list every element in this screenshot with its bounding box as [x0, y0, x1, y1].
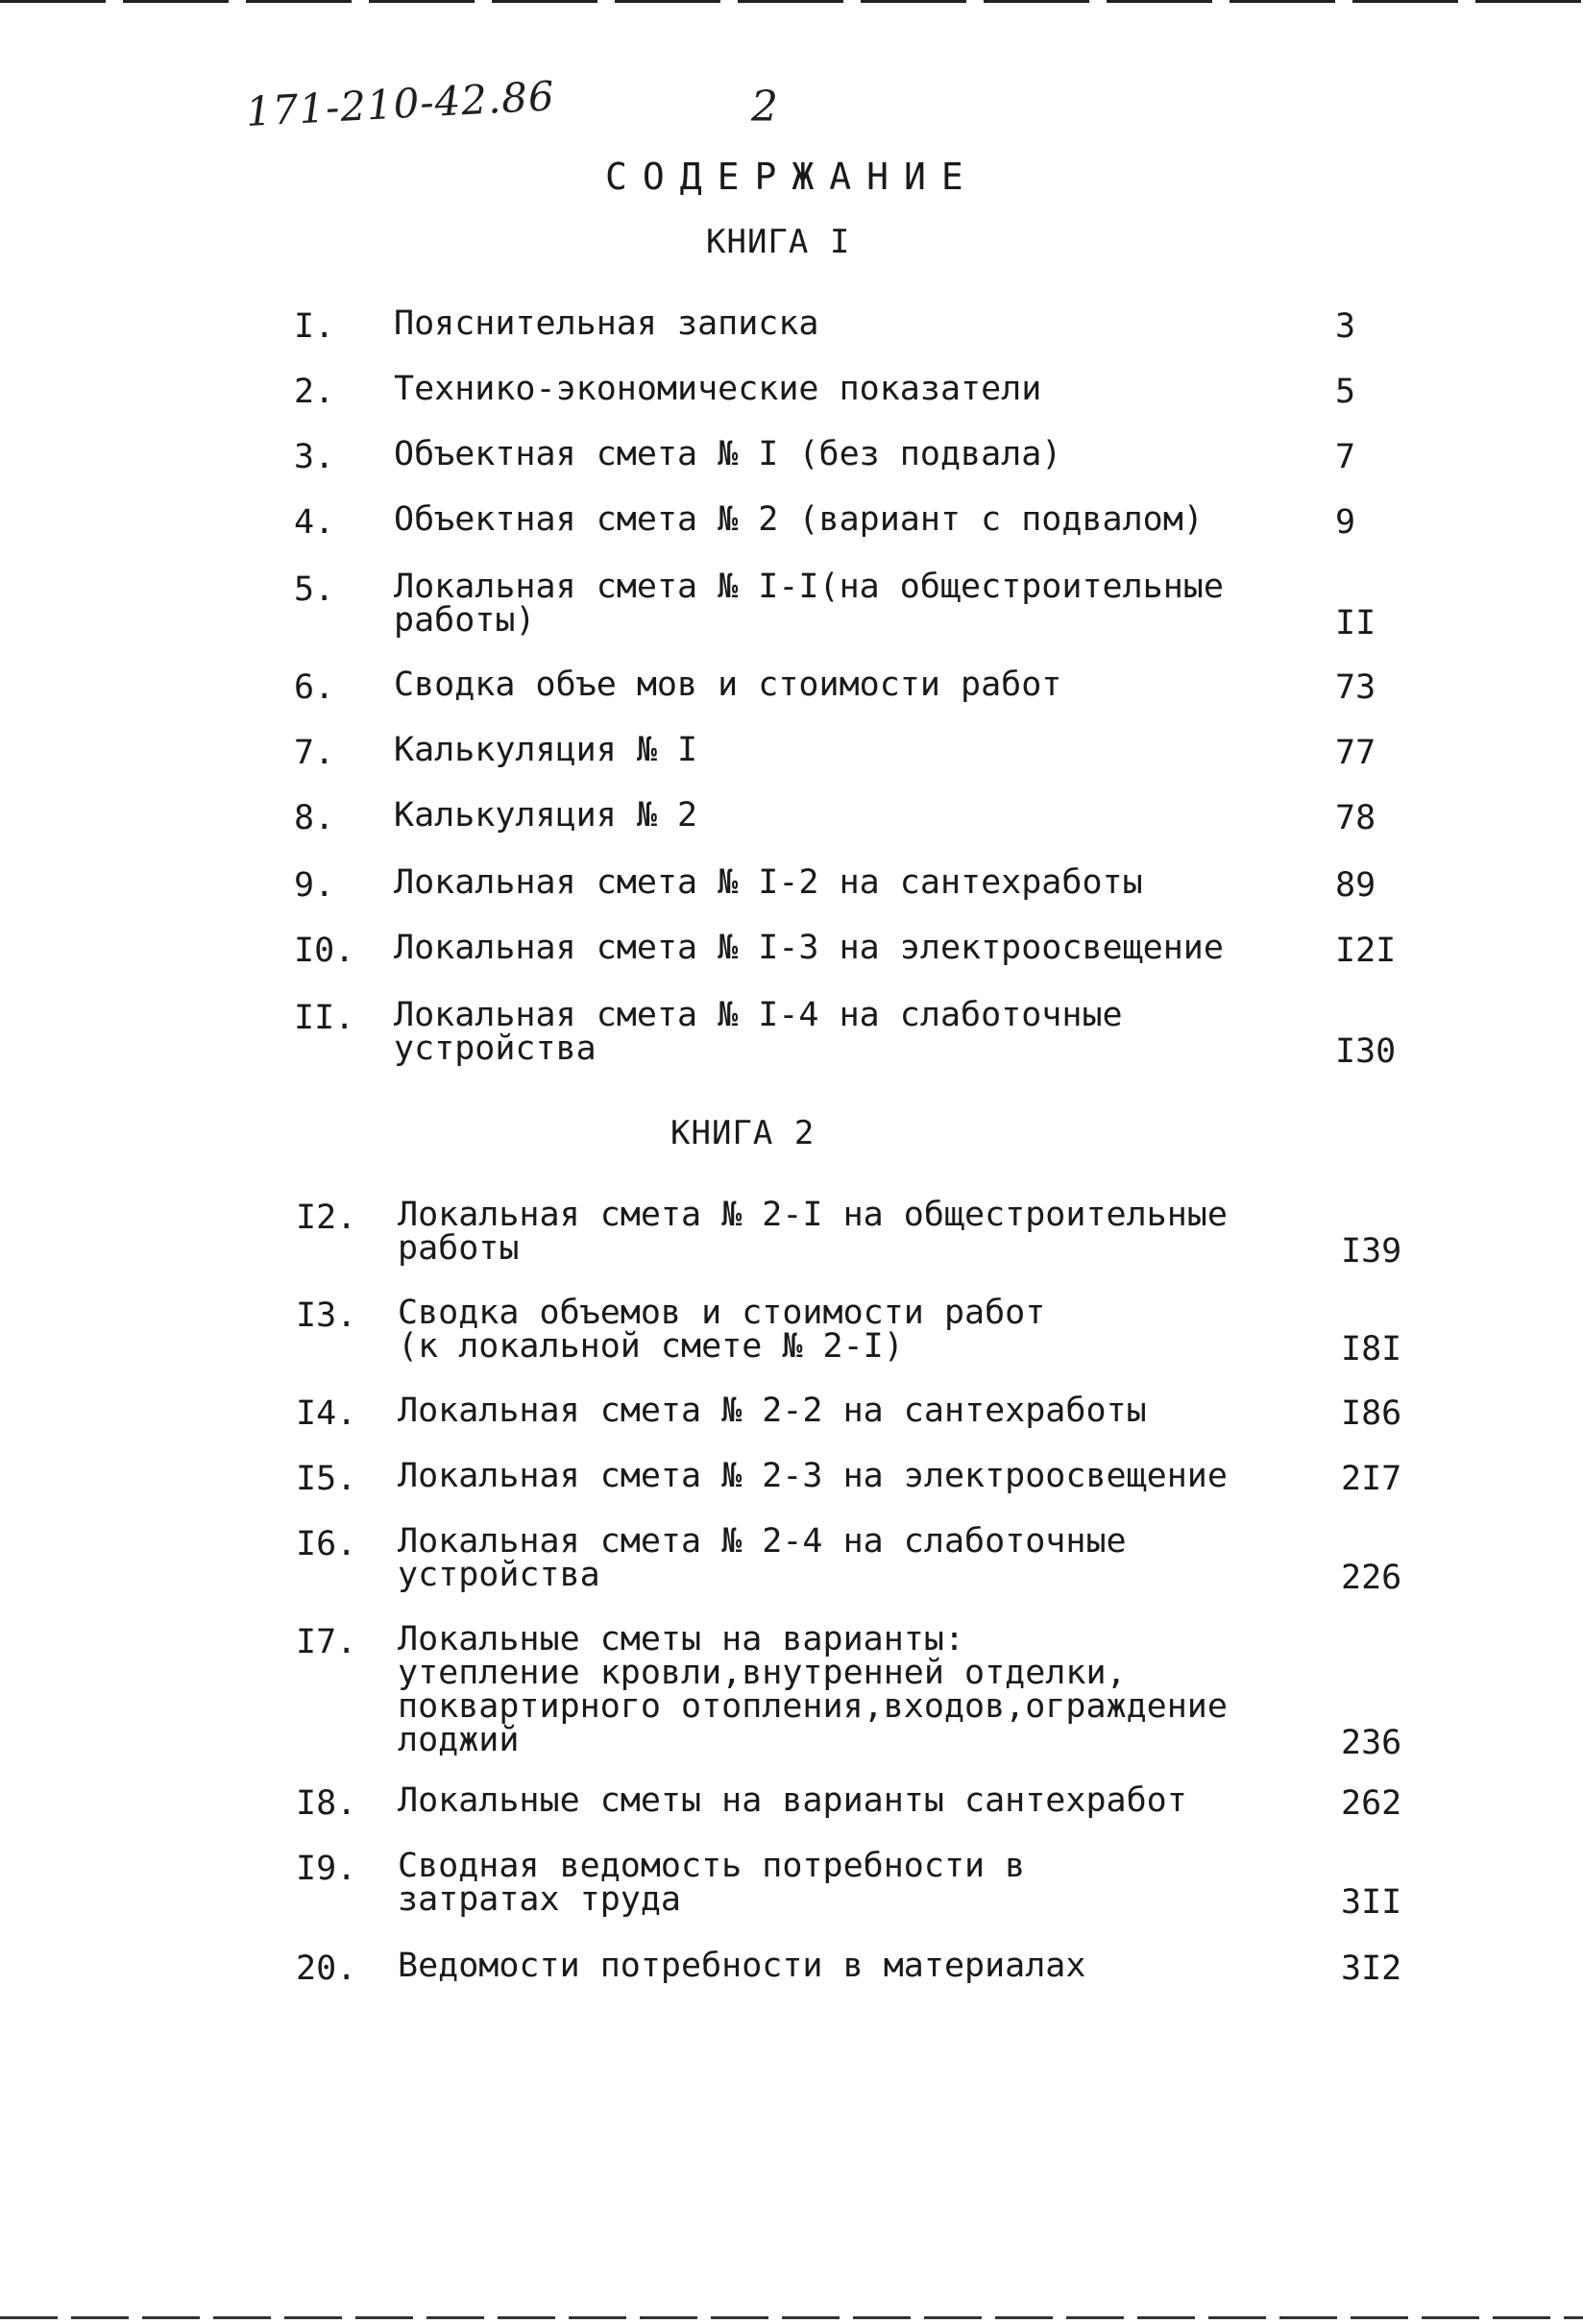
toc-entry-title-line: устройства	[394, 1029, 597, 1068]
toc-entry-number: I.	[294, 307, 335, 346]
toc-entry-title	[394, 796, 698, 835]
toc-entry-title	[398, 1847, 1026, 1919]
toc-entry-page: 73	[1335, 668, 1376, 707]
toc-entry-page: 236	[1341, 1724, 1402, 1762]
toc-entry-title-line: работы)	[394, 601, 536, 640]
toc-entry-title-line: лоджий	[398, 1721, 520, 1759]
toc-entry-title-line: Пояснительная записка	[394, 304, 819, 343]
toc-entry-number: I7.	[296, 1623, 357, 1661]
toc-entry-number: 7.	[294, 734, 335, 772]
toc-entry-number: I3.	[296, 1296, 357, 1335]
toc-entry-title-line: Сводка объемов и стоимости работ	[398, 1294, 1046, 1332]
toc-entry-title-line: Объектная смета № 2 (вариант с подвалом)	[394, 500, 1204, 539]
toc-entry-page: 226	[1341, 1559, 1402, 1597]
toc-entry-page: 89	[1335, 866, 1376, 905]
toc-entry-number: 8.	[294, 799, 335, 837]
toc-entry-number: I5.	[296, 1460, 357, 1498]
toc-entry-title-line: Локальная смета № I-2 на сантехработы	[394, 863, 1143, 902]
document-title: СОДЕРЖАНИЕ	[605, 156, 979, 198]
toc-entry-title-line: поквартирного отопления,входов,ограждение	[398, 1687, 1228, 1726]
toc-entry-number: 3.	[294, 438, 335, 476]
toc-entry-title	[394, 570, 1224, 638]
toc-entry-number: I6.	[296, 1525, 357, 1563]
toc-entry-page: 77	[1335, 734, 1376, 772]
toc-entry-title-line: устройства	[398, 1556, 600, 1594]
toc-entry-title-line: Сводная ведомость потребности в	[398, 1847, 1026, 1885]
toc-entry-title	[398, 1394, 1147, 1428]
toc-entry-title	[394, 996, 1123, 1068]
toc-entry-number: I0.	[294, 932, 355, 970]
toc-entry-title-line: Калькуляция № 2	[394, 796, 698, 835]
toc-entry-page: 5	[1335, 373, 1356, 411]
page-number: 2	[751, 83, 778, 132]
toc-entry-page: II	[1335, 604, 1376, 642]
toc-entry-title	[394, 370, 1042, 408]
toc-entry-page: I30	[1335, 1032, 1397, 1071]
toc-entry-number: 6.	[294, 668, 335, 707]
toc-entry-title-line: Локальные сметы на варианты сантехработ	[398, 1781, 1187, 1820]
book1-heading: КНИГА I	[706, 223, 851, 261]
toc-entry-number: I2.	[296, 1198, 357, 1237]
toc-entry-number: 20.	[296, 1949, 357, 1988]
toc-entry-title-line: утепление кровли,внутренней отделки,	[398, 1654, 1127, 1692]
toc-entry-title-line: Локальная смета № 2-3 на электроосвещение	[398, 1457, 1228, 1495]
toc-entry-title-line: Локальная смета № 2-4 на слаботочные	[398, 1522, 1127, 1561]
handwritten-document-code: 171-210-42.86	[244, 72, 556, 135]
top-edge-rule	[0, 0, 1583, 3]
toc-entry-title-line: Локальная смета № I-I(на общестроительные	[394, 568, 1224, 606]
toc-entry-title	[394, 863, 1143, 902]
toc-entry-number: 5.	[294, 570, 335, 609]
toc-entry-page: 78	[1335, 799, 1376, 837]
toc-entry-title-line: Локальная смета № I-4 на слаботочные	[394, 996, 1123, 1034]
toc-entry-page: 262	[1341, 1784, 1402, 1823]
toc-entry-page: I2I	[1335, 932, 1397, 970]
toc-entry-title-line: (к локальной смете № 2-I)	[398, 1327, 904, 1366]
toc-entry-title	[394, 668, 1061, 702]
toc-entry-title-line: Локальная смета № 2-2 на сантехработы	[398, 1392, 1147, 1430]
toc-entry-page: I8I	[1341, 1330, 1402, 1368]
toc-entry-page: 2I7	[1341, 1460, 1402, 1498]
toc-entry-page: I86	[1341, 1394, 1402, 1433]
toc-entry-title-line: Технико-экономические показатели	[394, 370, 1042, 408]
toc-entry-title-line: Ведомости потребности в материалах	[398, 1947, 1086, 1985]
toc-entry-title	[398, 1620, 1228, 1759]
toc-entry-page: 3II	[1341, 1883, 1402, 1922]
toc-entry-title-line: работы	[398, 1229, 520, 1268]
toc-entry-page: 3I2	[1341, 1949, 1402, 1988]
toc-entry-number: I8.	[296, 1784, 357, 1823]
toc-entry-page: 3	[1335, 307, 1356, 346]
toc-entry-title	[398, 1457, 1228, 1495]
toc-entry-title-line: затратах труда	[398, 1880, 682, 1919]
toc-entry-number: I4.	[296, 1394, 357, 1433]
toc-entry-title-line: Объектная смета № I (без подвала)	[394, 435, 1062, 473]
toc-entry-title	[398, 1296, 1045, 1364]
toc-entry-title	[398, 1781, 1187, 1820]
toc-entry-number: 4.	[294, 503, 335, 542]
toc-entry-title-line: Локальные сметы на варианты:	[398, 1620, 965, 1658]
toc-entry-title-line: Локальная смета № I-3 на электроосвещение	[394, 929, 1224, 967]
toc-entry-number: II.	[294, 999, 355, 1037]
toc-entry-title	[394, 435, 1062, 473]
toc-entry-title	[394, 731, 698, 769]
toc-entry-title-line: Локальная смета № 2-I на общестроительные	[398, 1196, 1228, 1234]
toc-entry-title	[394, 929, 1224, 967]
toc-entry-page: 9	[1335, 503, 1356, 542]
toc-entry-number: 9.	[294, 866, 335, 905]
toc-entry-title-line: Калькуляция № I	[394, 731, 698, 769]
toc-entry-title	[398, 1949, 1085, 1983]
toc-entry-title	[394, 500, 1204, 539]
toc-entry-title-line: Сводка объе мов и стоимости работ	[394, 666, 1062, 704]
book2-heading: КНИГА 2	[670, 1114, 816, 1152]
bottom-edge-rule	[0, 2316, 1583, 2319]
toc-entry-title	[398, 1522, 1127, 1594]
toc-entry-page: I39	[1341, 1232, 1402, 1271]
toc-entry-number: 2.	[294, 373, 335, 411]
toc-entry-title	[394, 304, 819, 343]
toc-entry-page: 7	[1335, 438, 1356, 476]
toc-entry-title	[398, 1198, 1228, 1266]
toc-entry-number: I9.	[296, 1850, 357, 1888]
